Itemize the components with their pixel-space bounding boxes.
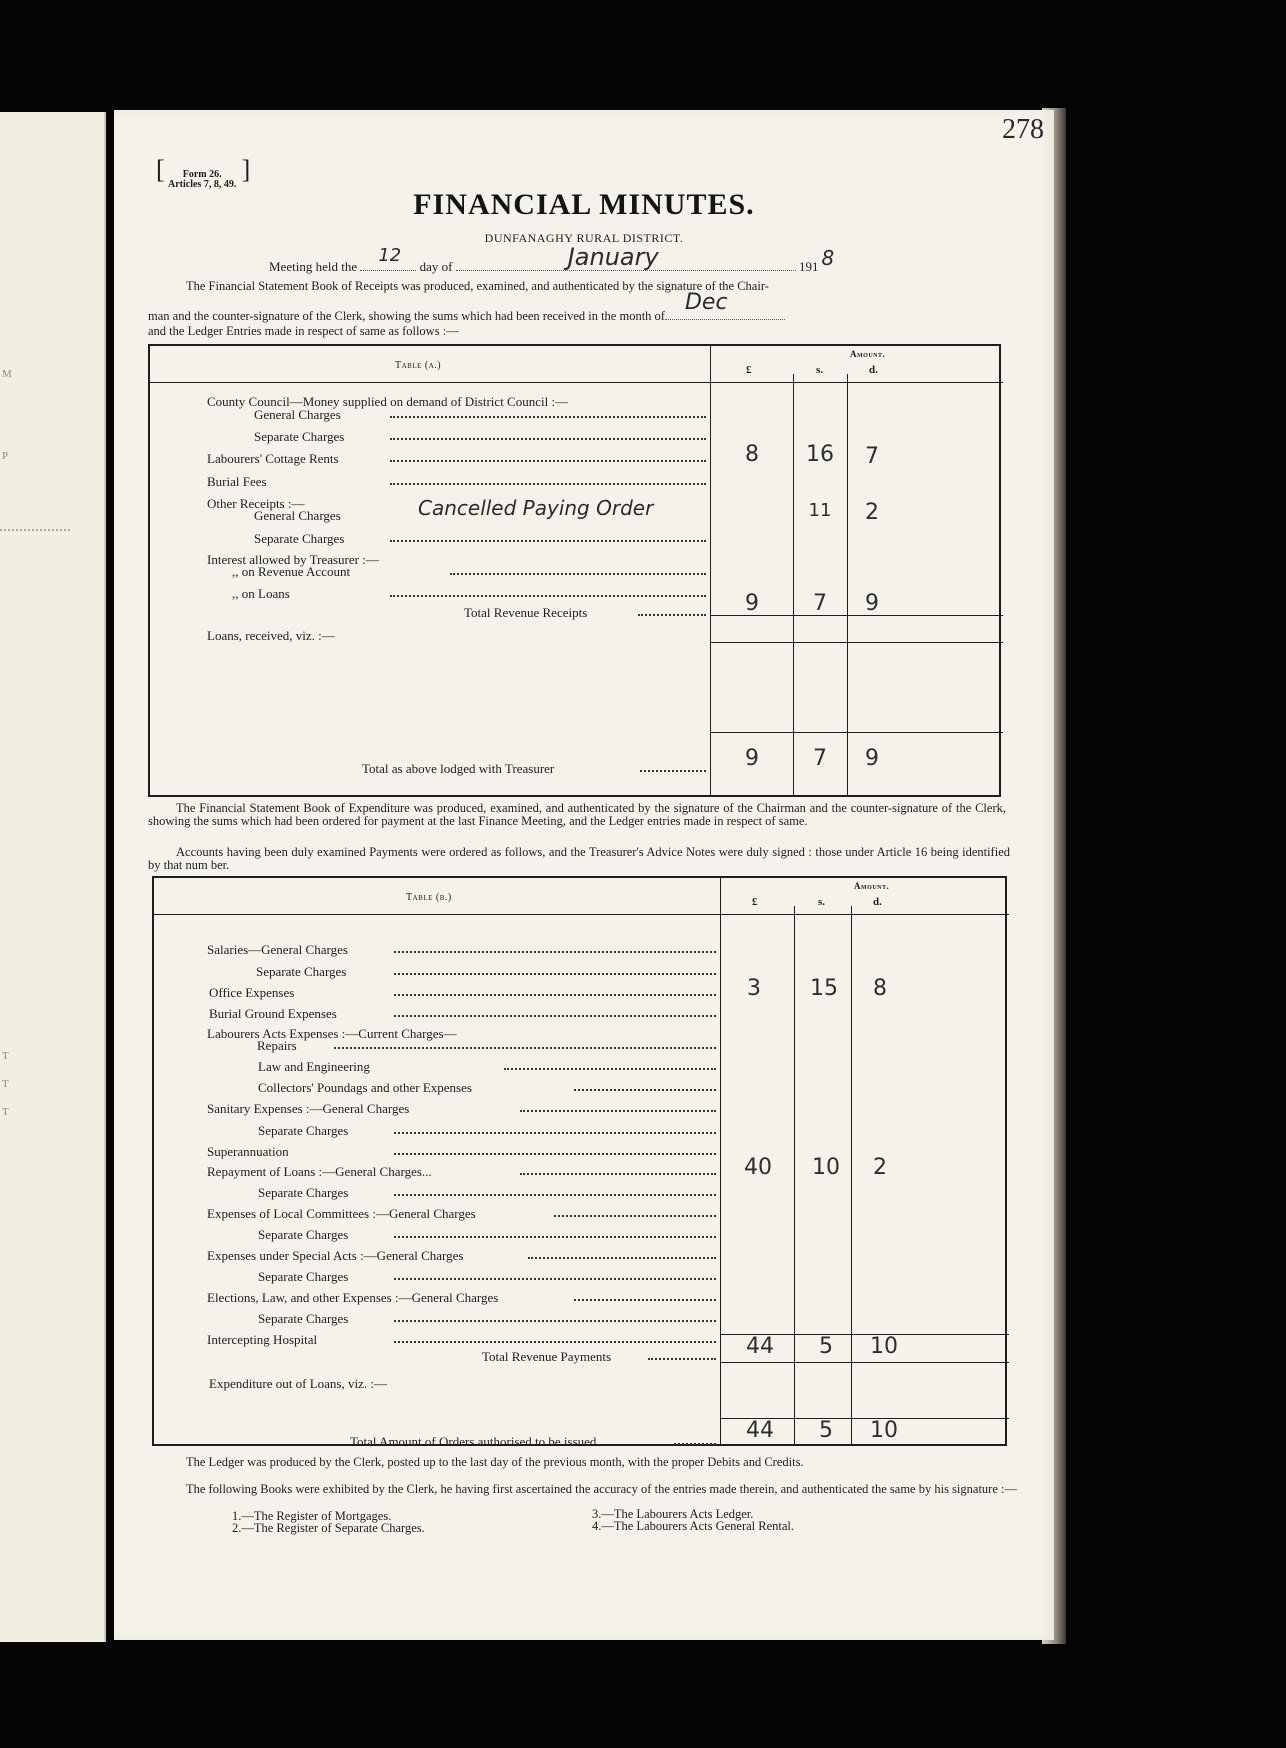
table-a-handwritten-note: Cancelled Paying Order (418, 496, 654, 520)
table-b-row-label: Repairs (257, 1038, 297, 1053)
book-item: 2.—The Register of Separate Charges. (232, 1521, 425, 1535)
table-a-row-label: Interest allowed by Treasurer :— (207, 552, 379, 567)
table-a-row-label: General Charges (254, 407, 341, 422)
table-a-shillings-header: s. (816, 364, 824, 376)
left-page-mark: T (2, 1078, 9, 1090)
form-reference: [ Form 26. Articles 7, 8, 49. ] (156, 155, 251, 190)
table-b-total-revenue-pence: 10 (870, 1334, 898, 1359)
table-a-pence-value: 2 (865, 500, 879, 525)
table-b-loans-label: Expenditure out of Loans, viz. :— (209, 1376, 387, 1391)
table-a-shillings-value: 11 (808, 500, 832, 521)
table-b (152, 876, 1007, 1449)
form-number: Form 26. (182, 169, 222, 180)
table-a-loans-label: Loans, received, viz. :— (207, 628, 335, 643)
table-a-row-label: County Council—Money supplied on demand of District Council :— (207, 394, 569, 409)
table-a-caption: Table (a.) (395, 360, 442, 371)
district-name: DUNFANAGHY RURAL DISTRICT. (484, 231, 684, 245)
table-b-row-label: Separate Charges (258, 1311, 349, 1326)
table-a-row-label: Separate Charges (254, 429, 345, 444)
table-b-row-label: Separate Charges (258, 1185, 349, 1200)
receipts-month-value: Dec (684, 290, 728, 315)
table-a-total-lodged-shillings: 7 (813, 746, 827, 771)
ledger-paragraph: The Ledger was produced by the Clerk, posted up to the last day of the previous month, with the proper Debits and Credits. (186, 1455, 804, 1469)
table-b-row-label: Salaries—General Charges (207, 942, 348, 957)
table-a-total-lodged-pounds: 9 (745, 746, 759, 771)
table-a-total-revenue-label: Total Revenue Receipts (464, 605, 588, 620)
table-b-row-label: Elections, Law, and other Expenses :—General Charges (207, 1290, 499, 1305)
meeting-day-of: day of (419, 259, 453, 274)
left-page-mark: P (2, 450, 9, 462)
receipts-intro-line-1: The Financial Statement Book of Receipts was produced, examined, and authenticated by the signature of the Chair- (186, 279, 769, 293)
table-b-caption: Table (b.) (406, 892, 452, 903)
books-list-right (592, 1508, 794, 1532)
receipts-intro-line-3: and the Ledger Entries made in respect of same as follows :— (148, 324, 459, 338)
ledger-page (114, 110, 1054, 1640)
meeting-year-prefix: 191 (798, 259, 819, 274)
table-a (148, 344, 1001, 797)
table-a-total-lodged-label: Total as above lodged with Treasurer (362, 761, 555, 776)
table-a-shillings-value: 16 (806, 442, 834, 467)
table-b-total-revenue-shillings: 5 (819, 1334, 833, 1359)
table-b-row-label: Separate Charges (258, 1269, 349, 1284)
table-a-row-label: General Charges (254, 508, 341, 523)
table-a-row-label: Burial Fees (207, 474, 267, 489)
page-number: 278 (1002, 114, 1044, 145)
left-page-mark: M (2, 368, 12, 380)
table-a-pounds-value: 8 (745, 442, 759, 467)
payments-intro-paragraph: Accounts having been duly examined Payments were ordered as follows, and the Treasurer's Advice Notes were duly signed : those under Article 16 being identified by that num ber. (148, 845, 1010, 872)
table-b-total-orders-shillings: 5 (819, 1418, 833, 1443)
table-b-row-label: Separate Charges (258, 1227, 349, 1242)
table-b-row-label: Office Expenses (209, 985, 295, 1000)
table-a-pence-header: d. (869, 364, 878, 376)
meeting-year-value: 8 (821, 246, 835, 270)
table-a-row-label: ,, on Revenue Account (232, 564, 351, 579)
table-b-row-label: Law and Engineering (258, 1059, 370, 1074)
table-a-total-revenue-pence: 9 (865, 591, 879, 616)
meeting-month-value: January (567, 243, 659, 271)
table-b-row-label: Superannuation (207, 1144, 289, 1159)
table-b-pounds-header: £ (752, 896, 758, 908)
meeting-prefix: Meeting held the (269, 259, 358, 274)
table-b-shillings-value: 15 (810, 976, 838, 1001)
table-b-pounds-value: 40 (744, 1155, 772, 1180)
receipts-intro-line-2 (148, 290, 785, 324)
table-b-row-label: Repayment of Loans :—General Charges... (207, 1164, 432, 1179)
table-b-total-orders-label: Total Amount of Orders authorised to be issued... (350, 1434, 607, 1449)
page-title: FINANCIAL MINUTES. (413, 188, 755, 221)
table-b-row-label: Labourers Acts Expenses :—Current Charges— (207, 1026, 457, 1041)
table-b-pence-header: d. (873, 896, 882, 908)
table-b-row-label: Expenses under Special Acts :—General Charges (207, 1248, 464, 1263)
table-b-row-label: Burial Ground Expenses (209, 1006, 337, 1021)
table-b-total-orders-pounds: 44 (746, 1418, 774, 1443)
table-b-row-label: Separate Charges (258, 1123, 349, 1138)
table-a-total-revenue-shillings: 7 (813, 591, 827, 616)
book-item: 1.—The Register of Mortgages. (232, 1509, 392, 1523)
expenditure-intro-paragraph: The Financial Statement Book of Expenditure was produced, examined, and authenticated by the signature of the Chairman and the counter-signature of the Clerk, showing the sums which had been ordered for payment at the last Finance Meeting, and the Ledger entries made in respect of same. (148, 801, 1006, 828)
table-a-total-revenue-pounds: 9 (745, 591, 759, 616)
meeting-day-value: 12 (378, 245, 402, 266)
left-page-mark: T (2, 1050, 9, 1062)
table-b-pounds-value: 3 (747, 976, 761, 1001)
table-a-row-label: Labourers' Cottage Rents (207, 451, 339, 466)
table-a-pence-value: 7 (865, 444, 879, 469)
table-b-total-revenue-label: Total Revenue Payments (482, 1349, 612, 1364)
table-b-row-label: Expenses of Local Committees :—General Charges (207, 1206, 476, 1221)
table-b-amount-header: Amount. (854, 881, 890, 891)
books-intro-paragraph: The following Books were exhibited by the Clerk, he having first ascertained the accuracy of the entries made therein, and authenticated the same by his signature :— (186, 1482, 1017, 1496)
left-page-dotted-line (0, 529, 70, 531)
form-articles: Articles 7, 8, 49. (168, 179, 237, 190)
books-list-left (232, 1510, 425, 1534)
table-a-row-label: ,, on Loans (232, 586, 290, 601)
table-a-row-label: Other Receipts :— (207, 496, 305, 511)
table-b-row-label: Sanitary Expenses :—General Charges (207, 1101, 410, 1116)
table-a-pounds-header: £ (746, 364, 752, 376)
left-page-mark: T (2, 1106, 9, 1118)
table-b-pence-value: 2 (873, 1155, 887, 1180)
book-item: 3.—The Labourers Acts Ledger. (592, 1507, 754, 1521)
table-b-shillings-value: 10 (812, 1155, 840, 1180)
table-b-total-orders-pence: 10 (870, 1418, 898, 1443)
table-b-shillings-header: s. (818, 896, 826, 908)
table-b-row-label: Intercepting Hospital (207, 1332, 318, 1347)
table-b-row-label: Collectors' Poundags and other Expenses (258, 1080, 472, 1095)
book-item: 4.—The Labourers Acts General Rental. (592, 1519, 795, 1533)
table-b-row-label: Separate Charges (256, 964, 347, 979)
table-b-pence-value: 8 (873, 976, 887, 1001)
receipts-intro-text: man and the counter-signature of the Clerk, showing the sums which had been received in the month of (148, 309, 665, 323)
meeting-line (269, 243, 835, 276)
table-a-row-label: Separate Charges (254, 531, 345, 546)
table-b-total-revenue-pounds: 44 (746, 1334, 774, 1359)
left-facing-page (0, 112, 106, 1642)
table-a-total-lodged-pence: 9 (865, 746, 879, 771)
table-a-amount-header: Amount. (850, 349, 886, 359)
